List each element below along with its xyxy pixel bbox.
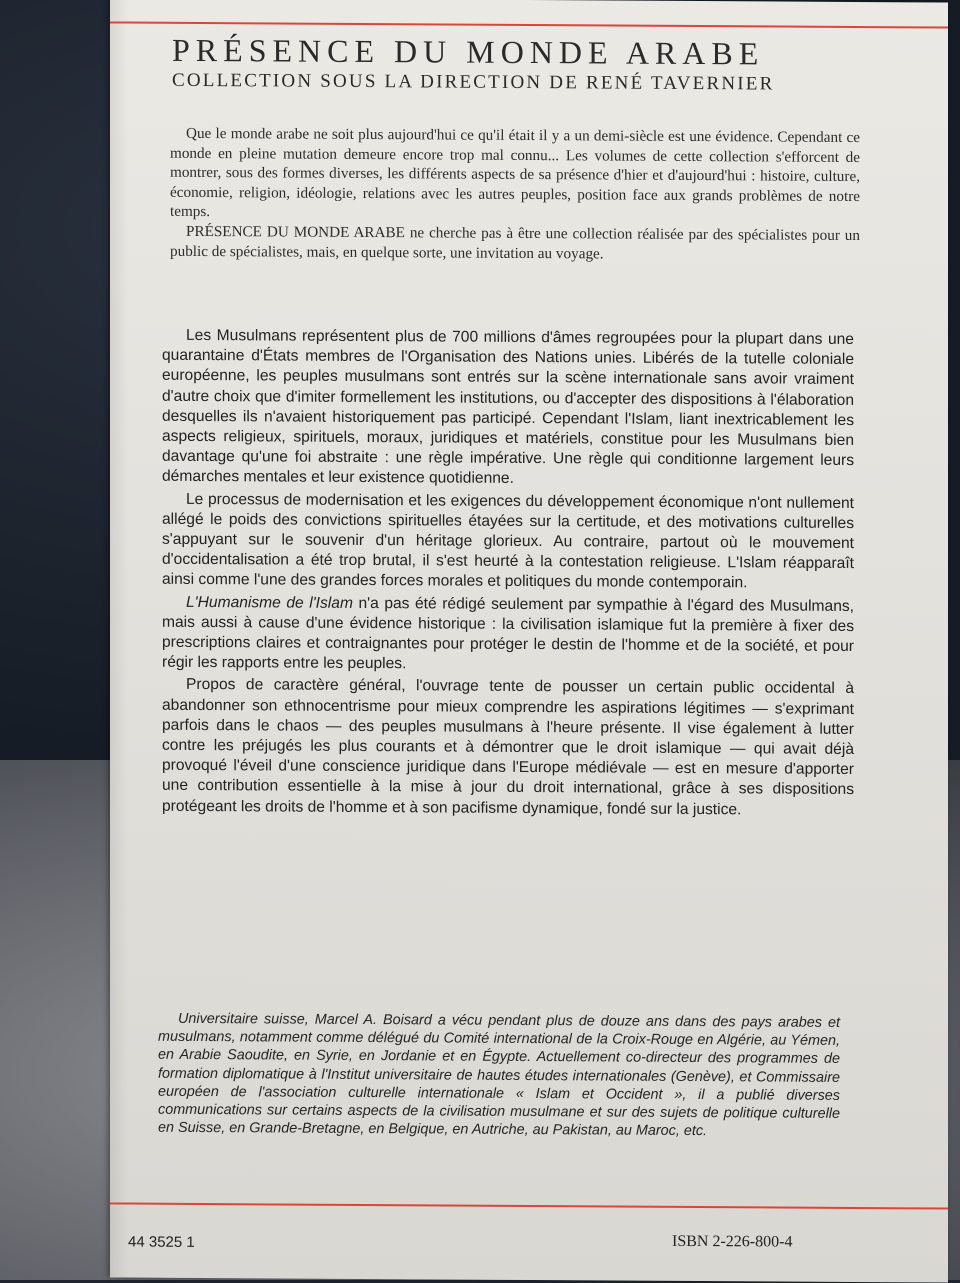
- isbn-number: ISBN 2-226-800-4: [672, 1232, 793, 1251]
- collection-intro: [170, 124, 860, 265]
- collection-subtitle: COLLECTION SOUS LA DIRECTION DE RENÉ TAVERNIER: [172, 69, 775, 95]
- bottom-red-rule: [110, 1202, 948, 1209]
- description-paragraph-rest: n'a pas été rédigé seulement par sympathie à l'égard des Musulmans, mais aussi à cause d'une évidence historique : la civilisation islamique fut la première à fixer des prescriptions claires et contraignantes pour protéger le destin de l'homme et de la société, et pour régir les rapports entre les peuples.: [162, 594, 854, 673]
- book-description: [162, 326, 854, 821]
- description-paragraph: Le processus de modernisation et les exigences du développement économique n'ont nullement allégé le poids des convictions spirituelles étayées sur la certitude, et des motivations culturelles s'appuyant sur le souvenir d'un héritage glorieux. Au contraire, partout où le mouvement d'occidentalisation a été trop brutal, il s'est heurté à la contestation religieuse. L'Islam réapparaît ainsi comme l'une des grandes forces morales et politiques du monde contemporain.: [162, 490, 854, 592]
- intro-paragraph: Que le monde arabe ne soit plus aujourd'hui ce qu'il était il y a un demi-siècle est une évidence. Cependant ce monde en pleine mutation demeure encore trop mal connu... Les volumes de cette collection s'efforcent de montrer, sous des formes diverses, les différents aspects de sa présence d'hier et d'aujourd'hui : histoire, culture, économie, religion, idéologie, relations avec les autres peuples, position face aux grands problèmes de notre temps.: [170, 124, 860, 221]
- author-bio-text: Universitaire suisse, Marcel A. Boisard a vécu pendant plus de douze ans dans des pays arabes et musulmans, notamment comme délégué du Comité international de la Croix-Rouge en Algérie, au Yémen, en Arabie Saoudite, en Syrie, en Jordanie et en Égypte. Actuellement co-directeur des programmes de formation diplomatique à l'Institut universitaire de hautes études internationales (Genève), et Commissaire européen de l'association culturelle internationale « Islam et Occident », il a publié diverses communications sur certains aspects de la civilisation musulmane et sur des sujets de politique culturelle en Suisse, en Grande-Bretagne, en Belgique, en Autriche, au Pakistan, au Maroc, etc.: [158, 1010, 840, 1140]
- description-paragraph: Propos de caractère général, l'ouvrage tente de pousser un certain public occidental à abandonner son ethnocentrisme pour mieux comprendre les aspirations légitimes — s'exprimant parfois dans le chaos — des peuples musulmans à l'heure présente. Il vise également à lutter contre les préjugés les plus courants et à démontrer que le droit islamique — qui avait déjà provoqué l'éveil d'une conscience juridique dans l'Europe médiévale — est en mesure d'apporter une contribution essentielle à la mise à jour du droit international, grâce à ses dispositions protégeant les droits de l'homme et à son pacifisme dynamique, fondé sur la justice.: [162, 676, 854, 818]
- top-red-rule: [110, 21, 948, 28]
- collection-title: PRÉSENCE DU MONDE ARABE: [172, 31, 765, 72]
- catalog-code: 44 3525 1: [128, 1233, 195, 1251]
- intro-paragraph: PRÉSENCE DU MONDE ARABE ne cherche pas à être une collection réalisée par des spécialistes pour un public de spécialistes, mais, en quelque sorte, une invitation au voyage.: [170, 222, 860, 263]
- description-paragraph: Les Musulmans représentent plus de 700 millions d'âmes regroupées pour la plupart dans une quarantaine d'États membres de l'Organisation des Nations unies. Libérés de la tutelle coloniale européenne, les peuples musulmans sont entrés sur la scène internationale sans avoir vraiment d'autre choix que d'imiter formellement les institutions, ou d'accepter des dispositions à l'élaboration desquelles ils n'avaient historiquement pas participé. Cependant l'Islam, liant inextricablement les aspects religieux, spirituels, moraux, juridiques et matériels, constitue pour les Musulmans bien davantage qu'une foi abstraite : une règle impérative. Une règle qui conditionne largement leurs démarches mentales et leur existence quotidienne.: [162, 326, 854, 488]
- author-bio: [158, 1010, 840, 1142]
- page-edge-shadow: [110, 0, 128, 1278]
- description-paragraph: [162, 592, 854, 677]
- book-title-reference: L'Humanisme de l'Islam: [186, 593, 353, 612]
- book-back-cover: [110, 0, 948, 1283]
